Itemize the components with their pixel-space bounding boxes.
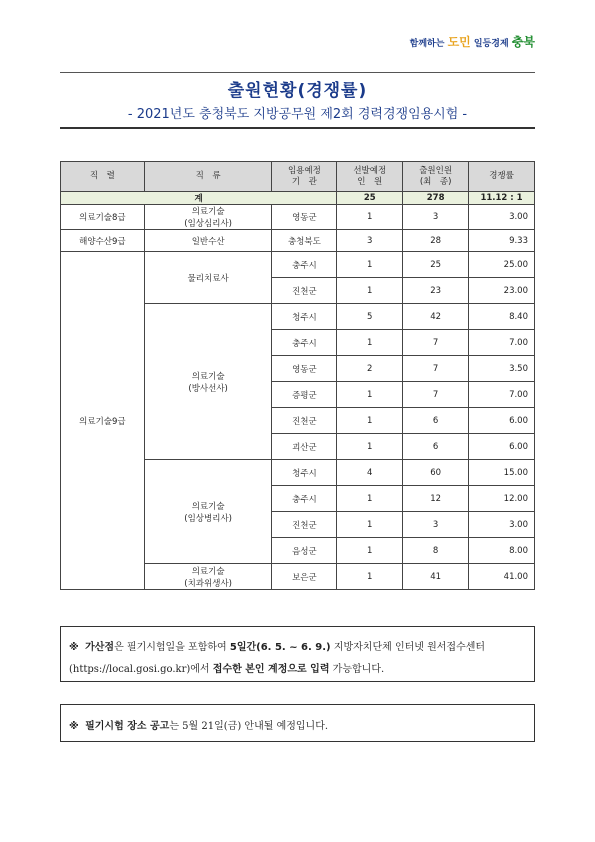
header-applicants-text: 출원인원 (최 종) — [419, 165, 453, 187]
cell-agency: 충주시 — [272, 330, 337, 356]
cell-ratio: 12.00 — [469, 486, 535, 512]
cell-field — [144, 460, 272, 564]
total-label: 계 — [61, 192, 337, 205]
cell-applicants: 7 — [403, 330, 469, 356]
cell-field — [144, 304, 272, 460]
logo-text-1: 함께하는 — [409, 39, 445, 49]
cell-selection: 1 — [337, 512, 403, 538]
cell-selection: 5 — [337, 304, 403, 330]
notice-bold-3: 접수한 본인 계정으로 입력 — [212, 664, 330, 675]
cell-ratio: 23.00 — [469, 278, 535, 304]
cell-agency: 청주시 — [272, 304, 337, 330]
cell-applicants: 28 — [403, 230, 469, 252]
cell-ratio: 41.00 — [469, 564, 535, 590]
cell-applicants: 7 — [403, 382, 469, 408]
cell-selection: 1 — [337, 486, 403, 512]
cell-ratio: 9.33 — [469, 230, 535, 252]
cell-field-text: 의료기술 (방사선사) — [188, 371, 228, 394]
cell-applicants: 3 — [403, 205, 469, 230]
cell-agency: 진천군 — [272, 512, 337, 538]
cell-ratio: 7.00 — [469, 382, 535, 408]
cell-applicants: 8 — [403, 538, 469, 564]
table-row — [61, 205, 535, 230]
cell-applicants: 7 — [403, 356, 469, 382]
header-selection — [337, 162, 403, 192]
logo-text-4: 충북 — [511, 35, 535, 49]
logo-text-3: 일등경제 — [473, 39, 509, 49]
cell-series: 의료기술8급 — [61, 205, 145, 230]
cell-agency: 청주시 — [272, 460, 337, 486]
cell-ratio: 3.50 — [469, 356, 535, 382]
cell-field-text: 의료기술 (임상심리사) — [184, 207, 232, 229]
cell-ratio: 25.00 — [469, 252, 535, 278]
cell-selection: 1 — [337, 252, 403, 278]
notice-bold-1: 가산점 — [85, 642, 115, 653]
cell-agency: 영동군 — [272, 356, 337, 382]
cell-applicants: 60 — [403, 460, 469, 486]
cell-agency: 진천군 — [272, 408, 337, 434]
notice-bold-1: 필기시험 장소 공고 — [85, 721, 170, 732]
cell-agency: 괴산군 — [272, 434, 337, 460]
notice-exam-venue — [60, 704, 535, 742]
header-agency-text: 임용예정 기 관 — [287, 165, 321, 187]
cell-series: 의료기술9급 — [61, 252, 145, 590]
notice-text-1: 은 필기시험일을 포함하여 — [114, 642, 230, 653]
cell-applicants: 42 — [403, 304, 469, 330]
application-table — [60, 161, 535, 590]
cell-field: 일반수산 — [144, 230, 272, 252]
cell-applicants: 12 — [403, 486, 469, 512]
cell-selection: 1 — [337, 564, 403, 590]
cell-agency: 진천군 — [272, 278, 337, 304]
notice-text-2: 지방자치단체 인터넷 원서접수센터(https://local.gosi.go.kr)에서 — [69, 642, 486, 675]
cell-applicants: 41 — [403, 564, 469, 590]
cell-ratio: 3.00 — [469, 205, 535, 230]
cell-ratio: 6.00 — [469, 434, 535, 460]
notice-mark: ※ — [69, 642, 79, 653]
notice-text-1: 는 5월 21일(금) 안내될 예정입니다. — [169, 721, 329, 732]
cell-agency: 보은군 — [272, 564, 337, 590]
cell-selection: 2 — [337, 356, 403, 382]
total-ratio: 11.12 : 1 — [469, 192, 535, 205]
logo — [410, 33, 535, 50]
cell-selection: 1 — [337, 382, 403, 408]
total-row — [61, 192, 535, 205]
cell-agency: 충주시 — [272, 486, 337, 512]
header-selection-text: 선발예정 인 원 — [353, 165, 387, 187]
cell-selection: 1 — [337, 538, 403, 564]
cell-ratio: 6.00 — [469, 408, 535, 434]
cell-field: 물리치료사 — [144, 252, 272, 304]
cell-applicants: 3 — [403, 512, 469, 538]
cell-field — [144, 205, 272, 230]
table-row — [61, 252, 535, 278]
divider-bottom — [60, 127, 535, 129]
header-ratio: 경쟁률 — [469, 162, 535, 192]
cell-selection: 1 — [337, 434, 403, 460]
cell-ratio: 7.00 — [469, 330, 535, 356]
cell-applicants: 6 — [403, 408, 469, 434]
cell-series: 해양수산9급 — [61, 230, 145, 252]
cell-agency: 음성군 — [272, 538, 337, 564]
divider-top — [60, 72, 535, 73]
total-selection: 25 — [337, 192, 403, 205]
total-applicants: 278 — [403, 192, 469, 205]
header-applicants — [403, 162, 469, 192]
cell-selection: 1 — [337, 330, 403, 356]
notice-bold-2: 5일간(6. 5. ~ 6. 9.) — [229, 642, 331, 653]
cell-applicants: 6 — [403, 434, 469, 460]
notice-bonus-points — [60, 626, 535, 682]
cell-field — [144, 564, 272, 590]
logo-text-2: 도민 — [447, 35, 471, 49]
cell-selection: 1 — [337, 205, 403, 230]
header-series: 직 렬 — [61, 162, 145, 192]
cell-ratio: 8.00 — [469, 538, 535, 564]
cell-ratio: 3.00 — [469, 512, 535, 538]
table-header-row — [61, 162, 535, 192]
page-subtitle: - 2021년도 충청북도 지방공무원 제2회 경력경쟁임용시험 - — [127, 107, 468, 122]
page-title: 출원현황(경쟁률) — [227, 81, 368, 101]
notice-text-3: 가능합니다. — [329, 664, 385, 675]
cell-selection: 1 — [337, 278, 403, 304]
cell-applicants: 25 — [403, 252, 469, 278]
cell-field-text: 의료기술 (임상병리사) — [184, 501, 232, 524]
cell-ratio: 15.00 — [469, 460, 535, 486]
header-field: 직 류 — [144, 162, 272, 192]
cell-ratio: 8.40 — [469, 304, 535, 330]
cell-agency: 증평군 — [272, 382, 337, 408]
header-agency — [272, 162, 337, 192]
notice-mark: ※ — [69, 721, 79, 732]
cell-agency: 충청북도 — [272, 230, 337, 252]
cell-selection: 4 — [337, 460, 403, 486]
cell-selection: 1 — [337, 408, 403, 434]
cell-agency: 충주시 — [272, 252, 337, 278]
cell-agency: 영동군 — [272, 205, 337, 230]
cell-selection: 3 — [337, 230, 403, 252]
cell-field-text: 의료기술 (치과위생사) — [184, 566, 232, 589]
cell-applicants: 23 — [403, 278, 469, 304]
table-row — [61, 230, 535, 252]
